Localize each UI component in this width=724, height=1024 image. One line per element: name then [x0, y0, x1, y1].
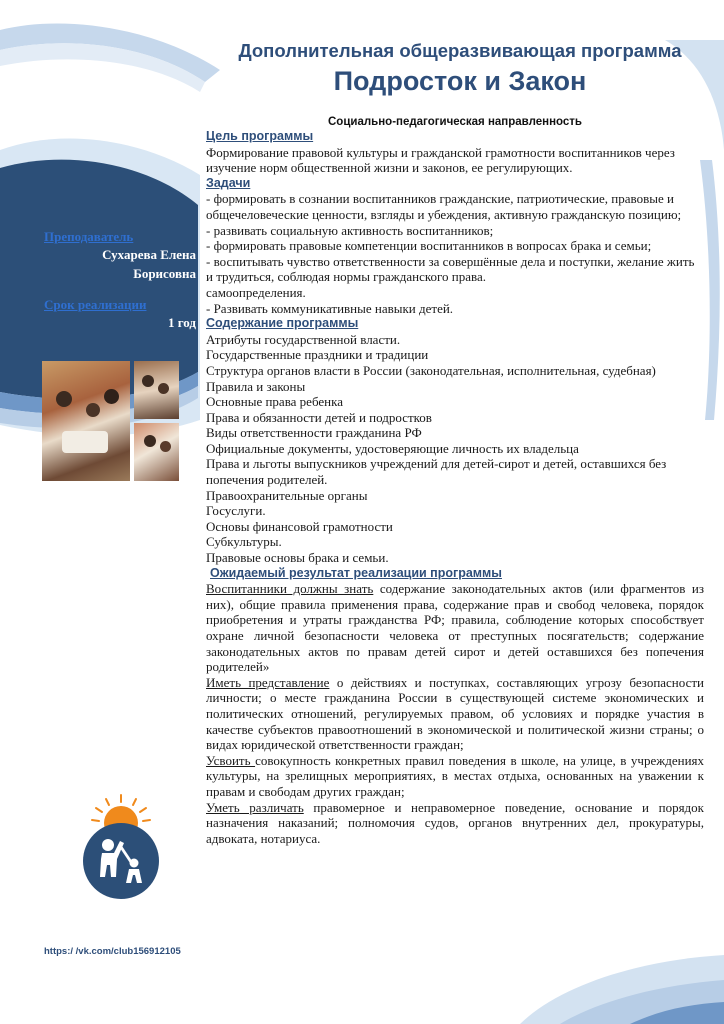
- classroom-photo-bottom: [134, 423, 179, 481]
- content-item: Субкультуры.: [206, 534, 282, 550]
- task-item: - формировать правовые компетенции воспитанников в вопросах брака и семьи;: [206, 238, 652, 254]
- content-item: Правоохранительные органы: [206, 487, 368, 503]
- program-direction: Социально-педагогическая направленность: [327, 116, 582, 128]
- teacher-label: Преподаватель: [44, 229, 134, 244]
- footer-link[interactable]: https:/ /vk.com/club156912105: [44, 946, 181, 957]
- tasks-heading: Задачи: [206, 175, 251, 190]
- content-item: Официальные документы, удостоверяющие личность их владельца: [206, 440, 579, 456]
- main-content: [206, 129, 704, 846]
- classroom-photo-top: [134, 361, 179, 419]
- content-item: Основы финансовой грамотности: [206, 518, 393, 534]
- content-item: Права и обязанности детей и подростков: [206, 409, 432, 425]
- task-item: - Развивать коммуникативные навыки детей.: [206, 300, 454, 316]
- result-text: совокупность конкретных правил поведения в школе, на улице, в учреждениях культуры, на зрелищных мероприятиях, в местах отдыха, основанных на уважении к правам и свободам других граждан;: [206, 752, 704, 799]
- results-heading: Ожидаемый результат реализации программы: [210, 565, 502, 580]
- goal-text: Формирование правовой культуры и гражданской грамотности воспитанников через изучение норм общественной жизни и законов, ее регулирующих.: [206, 144, 675, 176]
- result-paragraph: [206, 753, 704, 800]
- tasks-list: [206, 191, 704, 316]
- content-item: Структура органов власти в России (законодательная, исполнительная, судебная): [206, 362, 656, 378]
- logo-circle: [83, 823, 159, 899]
- result-text: о действиях и поступках, составляющих угрозу безопасности личности; о месте гражданина России в существующей системе экономических и политических отношений, регулируемых правом, об условиях и порядке участия в качестве субъектов правоотношений в экономической и политической жизни страны; о видах юридической ответственности граждан;: [206, 674, 704, 753]
- sidebar-info: [44, 229, 196, 332]
- term-value: 1 год: [167, 315, 196, 330]
- program-name: Подросток и Закон: [333, 66, 587, 96]
- contents-heading: Содержание программы: [206, 316, 359, 331]
- program-title: Дополнительная общеразвивающая программа: [238, 40, 682, 61]
- photo-collage: [42, 361, 179, 481]
- classroom-photo-main: [42, 361, 130, 481]
- content-item: Атрибуты государственной власти.: [206, 331, 401, 347]
- content-item: Правила и законы: [206, 378, 306, 394]
- organization-logo: [76, 793, 166, 903]
- result-text: правомерное и неправомерное поведение, основание и порядок назначения наказаний; полномочия судов, органов внутренних дел, прокуратуры, адвоката, нотариуса.: [206, 799, 704, 846]
- task-item: - развивать социальную активность воспитанников;: [206, 222, 494, 238]
- content-item: Права и льготы выпускников учреждений для детей-сирот и детей, оставшихся без попечения родителей.: [206, 456, 667, 488]
- content-item: Государственные праздники и традиции: [206, 347, 429, 363]
- content-item: Виды ответственности гражданина РФ: [206, 425, 422, 441]
- result-lead: Усвоить: [206, 752, 256, 768]
- task-item: - воспитывать чувство ответственности за совершённые дела и поступки, желание жить и трудиться, соблюдая нормы гражданского права.: [206, 253, 695, 285]
- result-lead: Иметь представление: [206, 674, 330, 690]
- task-item: самоопределения.: [206, 284, 306, 300]
- result-paragraph: [206, 581, 704, 675]
- content-item: Правовые основы брака и семьи.: [206, 550, 389, 566]
- task-item: - формировать в сознании воспитанников гражданские, патриотические, правовые и общечеловеческие ценности, взгляды и убеждения, активную гражданскую позицию;: [206, 191, 682, 222]
- results-list: [206, 581, 704, 846]
- result-lead: Уметь различать: [206, 799, 304, 815]
- result-lead: Воспитанники должны знать: [206, 581, 374, 597]
- teacher-name-line1: Сухарева Елена: [102, 247, 196, 262]
- result-paragraph: [206, 675, 704, 753]
- term-label: Срок реализации: [44, 297, 147, 312]
- content-item: Госуслуги.: [206, 503, 266, 519]
- contents-list: [206, 332, 704, 566]
- result-paragraph: [206, 800, 704, 847]
- teacher-name-line2: Борисовна: [133, 266, 196, 281]
- content-item: Основные права ребенка: [206, 394, 344, 410]
- result-text: содержание законодательных актов (или фрагментов из них), общие правила применения права, содержание прав и свобод человека, порядок приобретения и утраты гражданства РФ; правила, соблюдение которых способствует охране личной безопасности человека от преступных посягательств; содержание законодательных актов по правам детей сирот и детей оставшихся без попечения родителей»: [206, 581, 705, 675]
- header: [200, 40, 720, 97]
- goal-heading: Цель программы: [206, 129, 314, 143]
